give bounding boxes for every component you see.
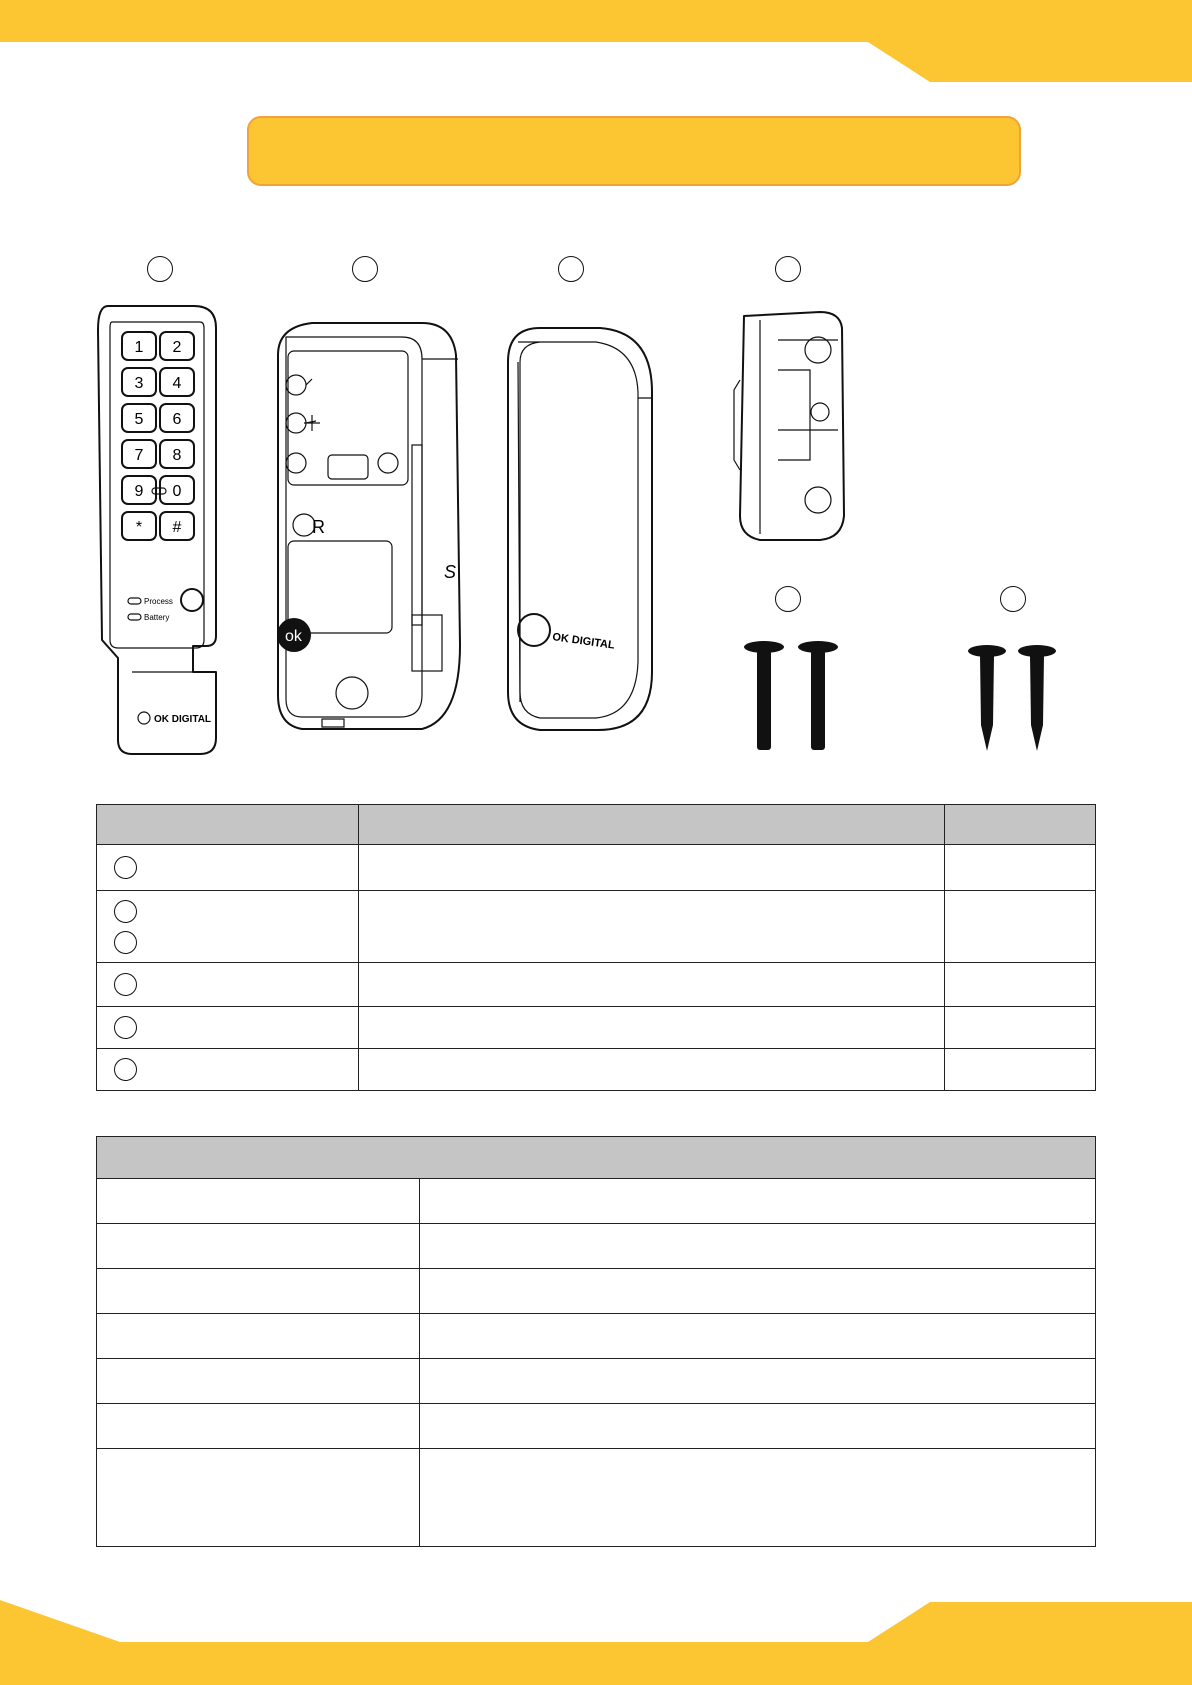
keypad-keys	[122, 332, 194, 540]
mark-s: S	[444, 562, 457, 582]
parts-table-header	[97, 805, 1096, 845]
keypad-key-label: 1	[134, 339, 144, 356]
bottom-banner	[0, 1600, 1192, 1685]
keypad-key-label: 8	[172, 447, 182, 464]
keypad-illustration	[92, 300, 237, 760]
table-row	[97, 963, 1096, 1007]
row-number-circle	[114, 931, 137, 954]
machine-screws-illustration	[738, 640, 838, 755]
table-row	[97, 1404, 1096, 1449]
keypad-key-label: 2	[172, 339, 182, 356]
specs-table	[96, 1136, 1096, 1547]
keypad-key-label: 0	[172, 483, 182, 500]
callout-circle-6	[1000, 586, 1026, 612]
led-process-label: Process	[144, 597, 173, 606]
table-row	[97, 1224, 1096, 1269]
section-title-box	[247, 116, 1021, 186]
row-number-circle	[114, 973, 137, 996]
keypad-key-label: 4	[172, 375, 182, 392]
keypad-key-label: 6	[172, 411, 182, 428]
table-row	[97, 1049, 1096, 1091]
keypad-key-label: 5	[134, 411, 144, 428]
machine-screw-icon	[798, 641, 838, 750]
cover-brand: OK DIGITAL	[551, 631, 616, 652]
callout-circle-4	[775, 256, 801, 282]
wood-screw-icon	[968, 645, 1006, 751]
ok-logo-text: ok	[285, 628, 302, 645]
table-row	[97, 1007, 1096, 1049]
machine-screw-icon	[744, 641, 784, 750]
header-cell	[97, 1137, 1096, 1179]
top-banner	[0, 0, 1192, 84]
callout-circle-2	[352, 256, 378, 282]
table-row	[97, 891, 1096, 963]
keypad-brand: OK DIGITAL	[154, 714, 212, 725]
wood-screw-icon	[1018, 645, 1056, 751]
table-row	[97, 1359, 1096, 1404]
header-cell	[359, 805, 945, 845]
table-row	[97, 1179, 1096, 1224]
lock-body-illustration	[272, 315, 472, 735]
keypad-key-label: 9	[134, 483, 144, 500]
row-number-circle	[114, 1016, 137, 1039]
callout-circle-5	[775, 586, 801, 612]
table-row	[97, 1269, 1096, 1314]
led-battery-label: Battery	[144, 613, 170, 622]
keypad-key-label: *	[135, 519, 143, 536]
row-number-circle	[114, 856, 137, 879]
row-number-circle	[114, 900, 137, 923]
specs-table-header	[97, 1137, 1096, 1179]
brand-logo-icon	[138, 712, 150, 724]
table-row	[97, 845, 1096, 891]
table-row	[97, 1449, 1096, 1547]
table-row	[97, 1314, 1096, 1359]
header-cell	[945, 805, 1096, 845]
cover-illustration	[500, 322, 660, 734]
keypad-key-label: 3	[134, 375, 144, 392]
strike-plate-illustration	[730, 300, 865, 545]
wood-screws-illustration	[963, 645, 1063, 755]
parts-table	[96, 804, 1096, 1091]
mark-r: R	[312, 517, 325, 537]
row-number-circle	[114, 1058, 137, 1081]
header-cell	[97, 805, 359, 845]
keypad-key-label: #	[172, 519, 182, 536]
keypad-key-label: 7	[134, 447, 144, 464]
callout-circle-1	[147, 256, 173, 282]
callout-circle-3	[558, 256, 584, 282]
